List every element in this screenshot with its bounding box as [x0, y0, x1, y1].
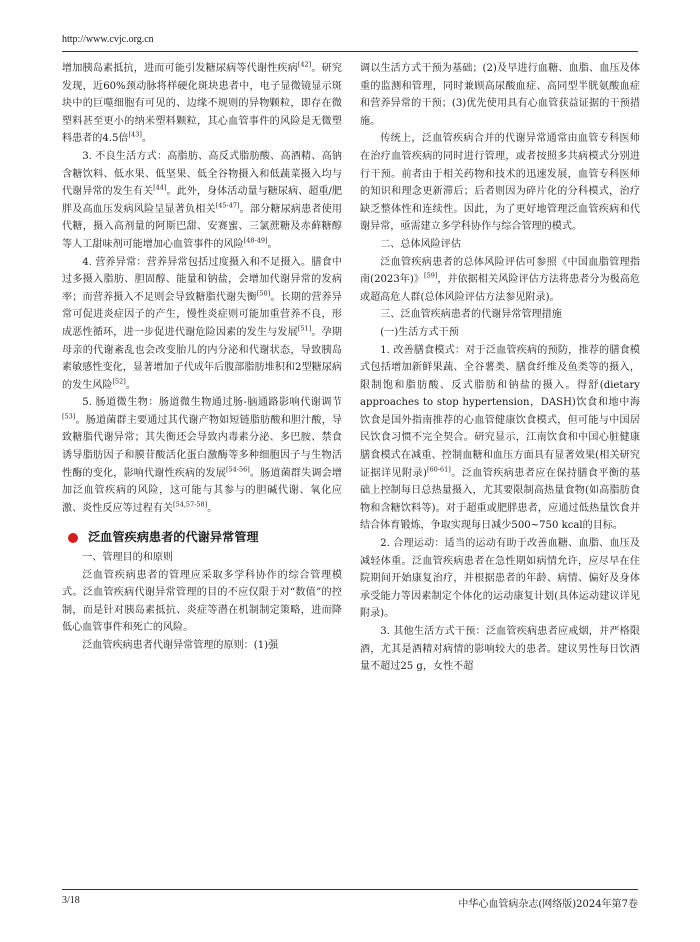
journal-url: http://www.cvjc.org.cn	[62, 34, 154, 45]
paragraph: 泛血管疾病患者的总体风险评估可参照《中国血脂管理指南(2023年)》[59]，并依据相关风险评估方法将患者分为极高危或超高危人群(总体风险评估方法参见附录)。	[360, 256, 640, 303]
right-column	[360, 60, 640, 676]
paragraph: 泛血管疾病患者代谢异常管理的原则：(1)强	[82, 640, 279, 651]
citation-ref: [54-56]	[225, 465, 250, 474]
subheading: (一)生活方式干预	[380, 326, 459, 338]
citation-ref: [53]	[62, 412, 76, 421]
paragraph: 增加胰岛素抵抗，进而可能引发糖尿病等代谢性疾病[42]。研究发现，近60%颈动脉将样硬化斑块患者中，电子显微镜显示斑块中的巨噬细胞有可见的、边缘不规则的异物颗粒，即存在微塑料甚至更小的纳米塑料颗粒，其心血管事件的风险是无微塑料患者的4.5倍[43]。	[62, 60, 343, 145]
citation-ref: [45-47]	[215, 201, 240, 210]
left-column	[62, 60, 342, 655]
paragraph: 传统上，泛血管疾病合并的代谢异常通常由血管专科医师在治疗血管疾病的同时进行管理，或者按照多共病模式分别进行干预。前者由于相关药物和技术的迅速发展，血管专科医师的知识和理念更新滞后；后者则因为碎片化的分科模式，治疗缺乏整体性和连续性。因此，为了更好地管理泛血管疾病和代谢异常，亟需建立多学科协作与综合管理的模式。	[360, 133, 640, 233]
citation-ref: [54,57-58]	[173, 500, 208, 509]
journal-issue: 中华心血管病杂志(网络版)2024年第7卷	[458, 899, 638, 910]
citation-ref: [42]	[297, 60, 312, 69]
paragraph: 3. 其他生活方式干预：泛血管疾病患者应戒烟，并严格限酒，尤其是酒精对病情的影响较大的患者。建议男性每日饮酒量不超过25 g，女性不超	[360, 626, 640, 673]
subheading: 三、泛血管疾病患者的代谢异常管理措施	[380, 309, 562, 321]
citation-ref: [59]	[424, 271, 438, 280]
citation-ref: [43]	[128, 131, 142, 140]
paragraph: 2. 合理运动：适当的运动有助于改善血糖、血脂、血压及减轻体重。泛血管疾病患者在急性期如病情允许，应尽早在住院期间开始康复治疗，并根据患者的年龄、病情、偏好及身体承受能力等因素制定个体化的运动康复计划(具体运动建议详见附录)。	[360, 538, 640, 620]
header-rule	[62, 51, 638, 52]
paragraph: 4. 营养异常：营养异常包括过度摄入和不足摄入。膳食中过多摄入脂肪、胆固醇、能量和钠盐，会增加代谢异常的发病率；而营养摄入不足则会导致糖脂代谢失衡[50]。长期的营养异常可促进炎症因子的产生，慢性炎症则可能加重营养不良，形成恶性循环，进一步促进代谢危险因素的发生与发展[51]。孕期母亲的代谢紊乱也会改变胎儿的内分泌和代谢状态，导致胰岛素敏感性变化，显著增加子代成年后腹部脂肪堆积和2型糖尿病的发生风险[52]。	[62, 256, 343, 391]
subheading: 一、管理目的和原则	[82, 552, 174, 564]
section-title: 泛血管疾病患者的代谢异常管理	[88, 530, 259, 545]
section-bullet-icon	[68, 533, 78, 543]
citation-ref: [60-61]	[427, 465, 451, 474]
citation-ref: [44]	[153, 183, 167, 192]
paragraph: 5. 肠道微生物：肠道微生物通过肠-脑通路影响代谢调节[53]。肠道菌群主要通过其代谢产物如短链脂肪酸和胆汁酸，导致糖脂代谢异常；其失衡还会导致内毒素分泌、多巴胺、禁食诱导脂肪因子和膜苷酸活化蛋白激酶等多种细胞因子与生物活性酶的变化，影响代谢性疾病的发展[54-56]。肠道菌群失调会增加泛血管疾病的风险，这可能与其参与的胆碱代谢、氧化应激、炎性反应等过程有关[54,57-58]。	[62, 397, 343, 514]
paragraph: 1. 改善膳食模式：对于泛血管疾病的预防，推荐的膳食模式包括增加新鲜果蔬、全谷薯类、膳食纤维及鱼类等的摄入，限制饱和脂肪酸、反式脂肪和钠盐的摄入。得舒(dietary approaches to stop hypertension，DASH)饮食和地中海饮食是国外指南推荐的心血管健康饮食模式，但可能与中国居民饮食习惯不完全契合。研究显示，江南饮食和中国心脏健康膳食模式在减重、控制血糖和血压方面具有显著效果(相关研究证据详见附录)[60-61]。泛血管疾病患者应在保持膳食平衡的基础上控制每日总热量摄入，尤其要限制高热量食物(如高脂肪食物和含糖饮料等)。对于超重或肥胖患者，应通过低热量饮食并结合体育锻炼，争取实现每日减少500~750 kcal的目标。	[360, 344, 640, 532]
subheading: 二、总体风险评估	[380, 238, 461, 250]
citation-ref: [48-49]	[243, 236, 268, 245]
citation-ref: [52]	[112, 377, 126, 386]
page-number: 3/18	[62, 895, 80, 906]
citation-ref: [50]	[256, 289, 271, 298]
paragraph: 3. 不良生活方式：高脂肪、高反式脂肪酸、高酒精、高钠含糖饮料、低水果、低坚果、低全谷物摄入和低蔬菜摄入均与代谢异常的发生有关[44]。此外，身体活动量与糖尿病、超重/肥胖及高血压发病风险呈显著负相关[45-47]。部分糖尿病患者使用代糖，摄入高剂量的阿斯巴甜、安赛蜜、三氯蔗糖及赤藓糖醇等人工甜味剂可能增加心血管事件的风险[48-49]。	[62, 150, 343, 250]
paragraph: 调以生活方式干预为基础；(2)及早进行血糖、血脂、血压及体重的监测和管理，同时兼顾高尿酸血症、高同型半胱氨酸血症和营养异常的干预；(3)优先使用具有心血管获益证据的干预措施。	[360, 63, 640, 127]
section-heading	[62, 529, 342, 547]
footer-rule	[62, 889, 638, 890]
paragraph: 泛血管疾病患者的管理应采取多学科协作的综合管理模式。泛血管疾病代谢异常管理的目的不应仅限于对“数值”的控制，而是针对胰岛素抵抗、炎症等潜在机制制定策略，进而降低心血管事件和死亡的风险。	[62, 569, 342, 634]
citation-ref: [51]	[297, 324, 312, 333]
